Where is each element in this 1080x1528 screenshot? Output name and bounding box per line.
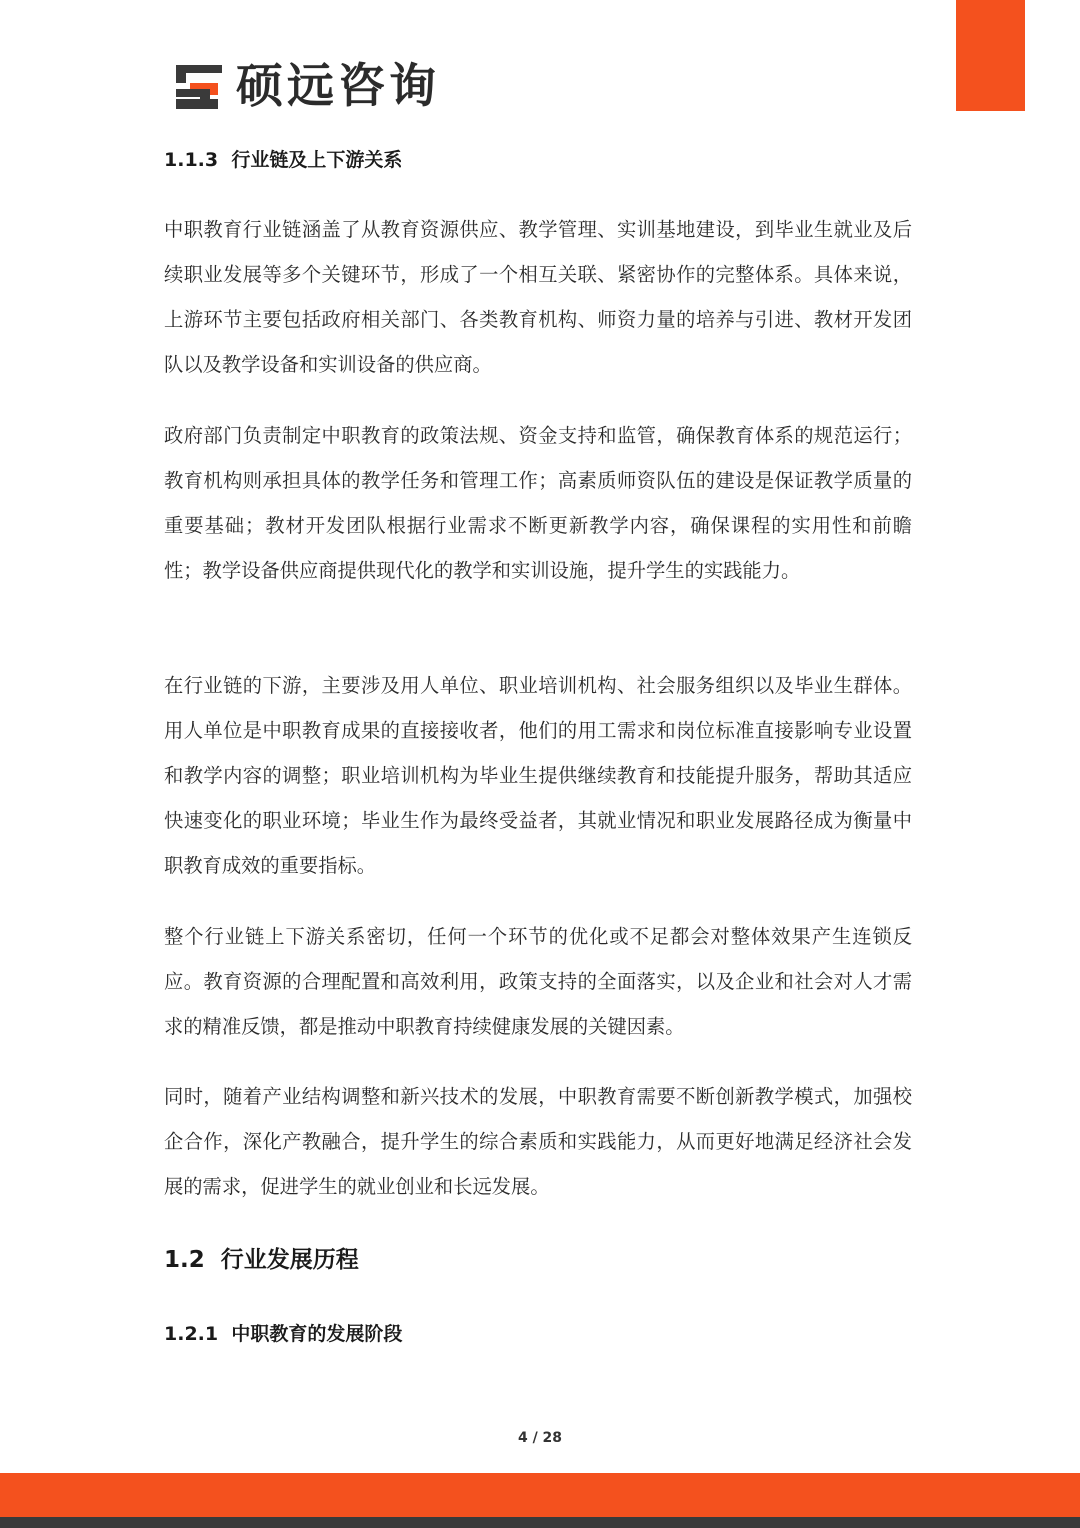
sy-logo-mark-icon bbox=[172, 61, 226, 113]
paragraph-3: 在行业链的下游，主要涉及用人单位、职业培训机构、社会服务组织以及毕业生群体。用人单位是中职教育成果的直接接收者，他们的用工需求和岗位标准直接影响专业设置和教学内容的调整；职业培训机构为毕业生提供继续教育和技能提升服务，帮助其适应快速变化的职业环境；毕业生作为最终受益者，其就业情况和职业发展路径成为衡量中职教育成效的重要指标。 bbox=[164, 674, 912, 877]
paragraph-2: 政府部门负责制定中职教育的政策法规、资金支持和监管，确保教育体系的规范运行；教育机构则承担具体的教学任务和管理工作；高素质师资队伍的建设是保证教学质量的重要基础；教材开发团队根据行业需求不断更新教学内容，确保课程的实用性和前瞻性；教学设备供应商提供现代化的教学和实训设施，提升学生的实践能力。 bbox=[164, 424, 912, 582]
section-heading-1-1-3 bbox=[164, 147, 402, 173]
corner-accent-tab bbox=[956, 0, 1025, 111]
section-number: 1.2 bbox=[164, 1247, 205, 1273]
section-title: 行业链及上下游关系 bbox=[231, 149, 403, 171]
paragraph-5: 同时，随着产业结构调整和新兴技术的发展，中职教育需要不断创新教学模式，加强校企合作，深化产教融合，提升学生的综合素质和实践能力，从而更好地满足经济社会发展的需求，促进学生的就业创业和长远发展。 bbox=[164, 1085, 912, 1198]
section-number: 1.2.1 bbox=[164, 1323, 219, 1345]
section-number: 1.1.3 bbox=[164, 149, 219, 171]
paragraph-1: 中职教育行业链涵盖了从教育资源供应、教学管理、实训基地建设，到毕业生就业及后续职业发展等多个关键环节，形成了一个相互关联、紧密协作的完整体系。具体来说，上游环节主要包括政府相关部门、各类教育机构、师资力量的培养与引进、教材开发团队以及教学设备和实训设备的供应商。 bbox=[164, 218, 912, 376]
footer-accent-bar bbox=[0, 1473, 1080, 1517]
footer-dark-strip bbox=[0, 1517, 1080, 1528]
brand-name: 硕远咨询 bbox=[236, 59, 440, 114]
paragraph-4: 整个行业链上下游关系密切，任何一个环节的优化或不足都会对整体效果产生连锁反应。教育资源的合理配置和高效利用，政策支持的全面落实，以及企业和社会对人才需求的精准反馈，都是推动中职教育持续健康发展的关键因素。 bbox=[164, 925, 912, 1038]
section-heading-1-2 bbox=[164, 1245, 359, 1275]
page-indicator: 4 / 28 bbox=[517, 1430, 563, 1446]
brand-logo bbox=[172, 58, 440, 116]
section-title: 中职教育的发展阶段 bbox=[231, 1323, 403, 1345]
section-title: 行业发展历程 bbox=[220, 1247, 359, 1273]
section-heading-1-2-1 bbox=[164, 1321, 402, 1347]
